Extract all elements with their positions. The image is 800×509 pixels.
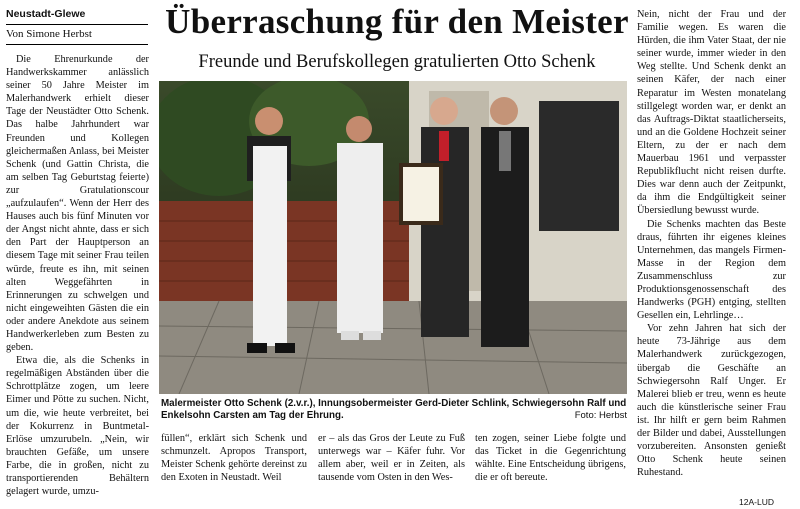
column-1	[6, 53, 149, 498]
column-3	[318, 432, 465, 484]
author-byline: Von Simone Herbst	[6, 28, 92, 40]
column-5	[637, 8, 786, 479]
paragraph: er – als das Gros der Leute zu Fuß unterwegs war – Käfer fuhr. Vor allem aber, weil er in Zeiten, als tausende vom Osten in den Wes-	[318, 433, 465, 484]
paragraph: Vor zehn Jahren hat sich der heute 73-Jährige aus dem Malerhandwerk zurückgezogen, übergab die Geschäfte an Schwiegersohn Ralf Unger. Er Malerei blieb er treu, wenn es heute auch die künstlerische seiner Frau ist. Ihr hilft er gern beim Rahmen der Bilder und dabei, Ausstellungen vorzubereiten. Ansonsten genießt Otto Schenk heute seinen Ruhestand.	[637, 323, 786, 479]
group-photo-illustration	[159, 81, 627, 394]
byline-rule	[6, 44, 148, 45]
photo-credit: Foto: Herbst	[574, 410, 627, 421]
paragraph: ten zogen, seiner Liebe folgte und das Ticket in die Gegenrichtung wählte. Eine Entscheidung übrigens, die er oft bereute.	[475, 433, 626, 484]
dateline-rule	[6, 24, 148, 25]
paragraph: Die Schenks machten das Beste draus, führten ihr eigenes kleines Unternehmen, das mangels Firmen-Masse in der Region dem Zusammenschluss zur Produktionsgenossenschaft des Handwerks (PGH) entging, stellten Gesellen ein, Lehrlinge…	[637, 218, 786, 322]
column-2	[161, 432, 307, 484]
dateline: Neustadt-Glewe	[6, 8, 86, 20]
paragraph: Etwa die, als die Schenks in regelmäßigen Abständen über die Schrottplätze zogen, um leere Eimer und Pötte zu suchen. Nicht, um die, wie heute verbreitet, bei der Kokurrenz in Buntmetal-Erlöse umzurubeln. „Nein, wir brauchten Gefäße, um unsere Farbe, die in großen, nicht zu transportierenden Behältern gelagert wurde, umzu-	[6, 355, 149, 498]
paragraph: Die Ehrenurkunde der Handwerkskammer anlässlich seiner 50 Jahre Meister im Malerhandwerk erhielt dieser Tage der Neustädter Otto Schenk. Das halbe Jahrhundert war Freunden und Kollegen gleichermaßen Anlass, bei Meister Schenk (und Gattin Christa, die am selben Tag Geburtstag feierte) zur Gratulationscour „aufzulaufen“. Wenn der Herr des Hauses auch bis fünf Minuten vor der Angst nicht ahnte, dass er sich den Part der Hauptperson an diesem Tage mit seiner Frau teilen würde, freute es ihn, mit seinen alten Weggefährten in Erinnerungen zu schwelgen und nicht eingeweihten Gästen die ein oder andere Anekdote aus seinem Handwerkerleben zum Besten zu geben.	[6, 54, 149, 354]
page-code: 12A-LUD	[739, 497, 774, 507]
paragraph: füllen“, erklärt sich Schenk und schmunzelt. Apropos Transport, Meister Schenk gehörte dereinst zu den Exoten in Neustadt. Weil	[161, 433, 307, 484]
subheadline: Freunde und Berufskollegen gratulierten Otto Schenk	[198, 52, 596, 72]
paragraph: Nein, nicht der Frau und der Familie wegen. Es waren die Hürden, die ihm Vater Staat, der nie seiner wurde, immer wieder in den Weg stellte. Und Schenk denkt an seinen Käfer, der nach einer Reparatur im Westen monatelang stillgelegt worden war, er denkt an das Auftrags-Diktat staatlicherseits, und an die Goldene Hochzeit seiner Eltern, zu der er nach dem Mauerbau 1961 und verpasster Republikflucht nicht reisen durfte. Dies war denn auch der Zeitpunkt, da ihm die Endgültigkeit seiner Übersiedlung bewusst wurde.	[637, 9, 786, 217]
column-4	[475, 432, 626, 484]
photo-caption: Malermeister Otto Schenk (2.v.r.), Innungsobermeister Gerd-Dieter Schlink, Schwiegersohn Ralf und Enkelsohn Carsten am Tag der Ehrung.	[161, 398, 627, 422]
photo	[159, 81, 627, 394]
headline: Überraschung für den Meister	[165, 2, 629, 41]
